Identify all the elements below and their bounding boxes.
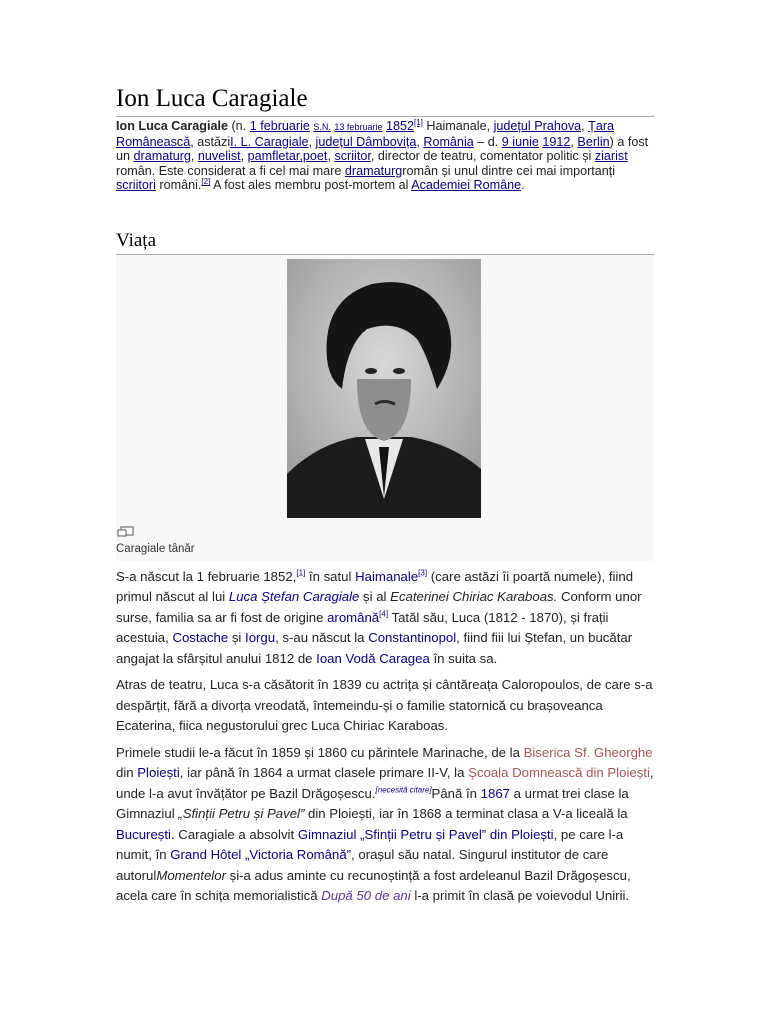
link-dramaturg[interactable]: dramaturg <box>133 149 191 164</box>
link-1867[interactable]: 1867 <box>480 785 511 801</box>
subject-name: Ion Luca Caragiale <box>116 119 228 133</box>
link-scriitori[interactable]: scriitori <box>116 178 156 193</box>
link-9-iunie[interactable]: 9 iunie <box>501 134 539 149</box>
link-grand-hotel-victoria-romana[interactable]: Grand Hôtel „Victoria Română” <box>170 847 352 863</box>
figure-caption: Caragiale tânăr <box>116 542 195 555</box>
link-dupa-50-de-ani[interactable]: După 50 de ani <box>321 888 411 904</box>
link-1-februarie[interactable]: 1 februarie <box>249 119 310 133</box>
link-dramaturg-2[interactable]: dramaturg <box>344 163 403 178</box>
link-tara-romaneasca[interactable]: Țara Românească <box>116 119 615 149</box>
article-body <box>116 567 654 907</box>
link-ioan-voda-caragea[interactable]: Ioan Vodă Caragea <box>316 650 430 666</box>
link-berlin[interactable]: Berlin <box>577 134 610 149</box>
link-ploiesti[interactable]: Ploiești <box>137 765 180 781</box>
link-iorgu[interactable]: Iorgu <box>245 630 276 646</box>
link-costache[interactable]: Costache <box>172 630 229 646</box>
citation-needed[interactable]: [necesită citare] <box>375 785 432 795</box>
section-title-viata: Viața <box>116 230 654 255</box>
page-title: Ion Luca Caragiale <box>116 84 654 117</box>
article <box>116 84 654 913</box>
link-1852[interactable]: 1852 <box>385 119 414 133</box>
magnify-clip-icon[interactable] <box>117 525 135 537</box>
link-gimnaziul-sfintii-petru-si-pavel[interactable]: Gimnaziul „Sfinții Petru și Pavel” din Ploiești <box>297 826 554 842</box>
ref-2[interactable]: [2] <box>201 177 211 187</box>
ref-4[interactable]: [4] <box>379 609 389 619</box>
link-academiei-romane[interactable]: Academiei Române <box>411 178 522 193</box>
link-judetul-dambovita[interactable]: județul Dâmbovița <box>315 134 417 149</box>
link-scriitor[interactable]: scriitor <box>334 149 371 164</box>
portrait-figure <box>116 255 654 561</box>
link-ziarist[interactable]: ziarist <box>594 149 628 164</box>
link-judetul-prahova[interactable]: județul Prahova <box>493 119 582 133</box>
ref-1b[interactable]: [1] <box>296 568 306 578</box>
link-pamfletar-poet[interactable]: pamfletar,poet <box>247 149 328 164</box>
portrait-photo[interactable] <box>287 259 481 518</box>
ref-3[interactable]: [3] <box>418 568 428 578</box>
paragraph-3: Primele studii le-a făcut în 1859 și 1860 cu părintele Marinache, de la Biserica Sf. Gheorghe din Ploiești, iar până în 1864 a urmat clasele primare II-V, la Școala Domnească din Ploiești, unde l-a avut învățător pe Bazil Drăgoșescu.[necesită citare]Până în 1867 a urmat trei clase la Gimnaziul „Sfinții Petru și Pavel” din Ploiești, iar în 1868 a terminat clasa a V-a liceală la București. Caragiale a absolvit Gimnaziul „Sfinții Petru și Pavel” din Ploiești, pe care l-a numit, în Grand Hôtel „Victoria Română”, orașul său natal. Singurul institutor de care autorulMomentelor și-a adus aminte cu recunoștință a fost ardeleanul Bazil Drăgoșescu, acela care în schița memorialistică După 50 de ani l-a primit în clasă pe voievodul Unirii. <box>116 744 654 904</box>
link-aromana[interactable]: aromână <box>327 609 380 625</box>
link-bucuresti[interactable]: București <box>116 826 171 842</box>
link-13-februarie[interactable]: 13 februarie <box>334 122 383 132</box>
paragraph-2: Atras de teatru, Luca s-a căsătorit în 1839 cu actrița și cântăreața Caloropoulos, de care s-a despărțit, fără a divorța vreodată, întemeindu-și o familie statornică cu brașoveanca Ecaterina, fiica negustorului grec Luca Chiriac Karaboas. <box>116 677 653 734</box>
paragraph-1: S-a născut la 1 februarie 1852,[1] în satul Haimanale[3] (care astăzi îi poartă numele), fiind primul născut al lui Luca Ștefan Caragiale și al Ecaterinei Chiriac Karaboas. Conform unor surse, familia sa ar fi fost de origine aromână[4] Tatăl său, Luca (1812 - 1870), și frații acestuia, Costache și Iorgu, s-au născut la Constantinopol, fiind fiii lui Ștefan, un bucătar angajat la sfârșitul anului 1812 de Ioan Vodă Caragea în suita sa. <box>116 568 642 666</box>
link-haimanale[interactable]: Haimanale <box>355 568 419 584</box>
link-constantinopol[interactable]: Constantinopol <box>368 630 457 646</box>
link-scoala-domneasca[interactable]: Școala Domnească din Ploiești <box>468 765 650 781</box>
link-sn[interactable]: S.N. <box>313 122 331 132</box>
ref-1[interactable]: [1] <box>414 117 423 127</box>
link-1912[interactable]: 1912 <box>542 134 571 149</box>
link-biserica-sf-gheorghe[interactable]: Biserica Sf. Gheorghe <box>523 744 653 760</box>
link-nuvelist[interactable]: nuvelist <box>197 149 241 164</box>
link-romania[interactable]: România <box>423 134 474 149</box>
link-il-caragiale[interactable]: I. L. Caragiale <box>230 134 309 149</box>
intro-paragraph: Ion Luca Caragiale (n. 1 februarie S.N. 13 februarie 1852[1] Haimanale, județul Prahova, Țara Românească, astăziI. L. Caragiale, județul Dâmbovița, România – d. 9 iunie 1912, Berlin) a fost un dramaturg, nuvelist, pamfletar,poet, scriitor, director de teatru, comentator politic și ziarist român. Este considerat a fi cel mai mare dramaturgromân și unul dintre cei mai importanți scriitori români.[2] A fost ales membru post-mortem al Academiei Române. <box>116 117 649 193</box>
link-luca-stefan-caragiale[interactable]: Luca Ștefan Caragiale <box>228 589 360 605</box>
